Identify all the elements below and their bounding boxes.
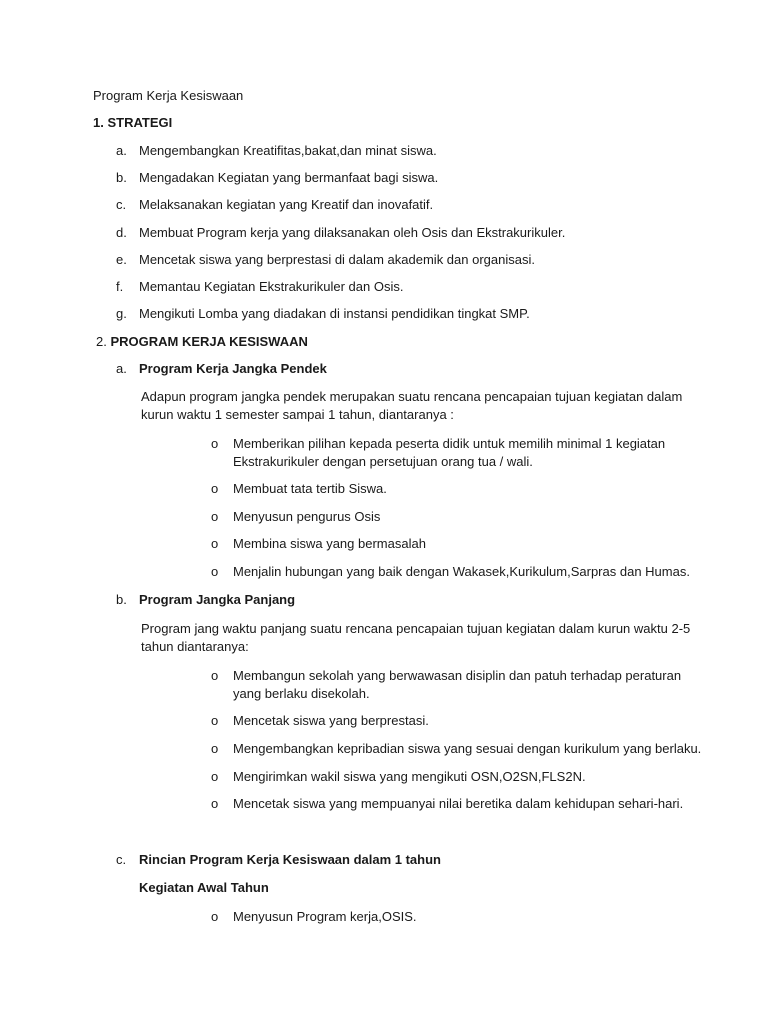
list-item: Membina siswa yang bermasalah xyxy=(233,536,426,551)
list-item: Menjalin hubungan yang baik dengan Wakasek,Kurikulum,Sarpras dan Humas. xyxy=(233,564,690,579)
list-marker: c. xyxy=(116,197,127,212)
bullet-marker: o xyxy=(211,668,219,683)
list-marker: g. xyxy=(116,306,127,321)
bullet-marker: o xyxy=(211,436,219,451)
document-title: Program Kerja Kesiswaan xyxy=(93,88,244,103)
subsection-c-subheading: Kegiatan Awal Tahun xyxy=(139,880,269,895)
list-item: Menyusun Program kerja,OSIS. xyxy=(233,909,417,924)
section-1-title: STRATEGI xyxy=(107,115,173,130)
list-item: Mengembangkan Kreatifitas,bakat,dan minat siswa. xyxy=(139,143,437,158)
bullet-marker: o xyxy=(211,481,219,496)
section-2-number: 2. xyxy=(96,334,107,349)
bullet-marker: o xyxy=(211,741,219,756)
section-2-title: PROGRAM KERJA KESISWAAN xyxy=(110,334,308,349)
section-1-number: 1. xyxy=(93,115,104,130)
subsection-a-intro: Adapun program jangka pendek merupakan suatu rencana pencapaian tujuan kegiatan dalam xyxy=(141,389,683,404)
list-item: Mengembangkan kepribadian siswa yang sesuai dengan kurikulum yang berlaku. xyxy=(233,741,702,756)
section-1-heading xyxy=(93,114,172,132)
bullet-marker: o xyxy=(211,509,219,524)
subsection-a-marker: a. xyxy=(116,361,127,376)
section-2-heading xyxy=(96,333,308,351)
list-item: Memberikan pilihan kepada peserta didik untuk memilih minimal 1 kegiatan xyxy=(233,436,666,451)
list-marker: a. xyxy=(116,143,127,158)
bullet-marker: o xyxy=(211,713,219,728)
bullet-marker: o xyxy=(211,564,219,579)
list-item: Menyusun pengurus Osis xyxy=(233,509,381,524)
list-item: yang berlaku disekolah. xyxy=(233,686,370,701)
list-item: Membangun sekolah yang berwawasan disiplin dan patuh terhadap peraturan xyxy=(233,668,682,683)
bullet-marker: o xyxy=(211,769,219,784)
subsection-c-heading: Rincian Program Kerja Kesiswaan dalam 1 tahun xyxy=(139,852,441,867)
subsection-a-intro: kurun waktu 1 semester sampai 1 tahun, diantaranya : xyxy=(141,407,454,422)
subsection-a-heading: Program Kerja Jangka Pendek xyxy=(139,361,327,376)
bullet-marker: o xyxy=(211,536,219,551)
subsection-b-intro: Program jang waktu panjang suatu rencana pencapaian tujuan kegiatan dalam kurun waktu 2-5 xyxy=(141,621,691,636)
list-item: Mengirimkan wakil siswa yang mengikuti OSN,O2SN,FLS2N. xyxy=(233,769,586,784)
list-item: Melaksanakan kegiatan yang Kreatif dan inovafatif. xyxy=(139,197,434,212)
subsection-b-intro: tahun diantaranya: xyxy=(141,639,249,654)
list-item: Mengikuti Lomba yang diadakan di instansi pendidikan tingkat SMP. xyxy=(139,306,530,321)
list-marker: f. xyxy=(116,279,124,294)
list-item: Mencetak siswa yang berprestasi di dalam akademik dan organisasi. xyxy=(139,252,535,267)
list-marker: b. xyxy=(116,170,127,185)
list-marker: d. xyxy=(116,225,127,240)
bullet-marker: o xyxy=(211,796,219,811)
list-item: Mencetak siswa yang mempuanyai nilai beretika dalam kehidupan sehari-hari. xyxy=(233,796,684,811)
subsection-c-marker: c. xyxy=(116,852,127,867)
list-item: Membuat tata tertib Siswa. xyxy=(233,481,387,496)
list-item: Membuat Program kerja yang dilaksanakan oleh Osis dan Ekstrakurikuler. xyxy=(139,225,566,240)
list-marker: e. xyxy=(116,252,127,267)
list-item: Mengadakan Kegiatan yang bermanfaat bagi siswa. xyxy=(139,170,439,185)
bullet-marker: o xyxy=(211,909,219,924)
list-item: Memantau Kegiatan Ekstrakurikuler dan Osis. xyxy=(139,279,404,294)
list-item: Mencetak siswa yang berprestasi. xyxy=(233,713,429,728)
subsection-b-marker: b. xyxy=(116,592,127,607)
list-item: Ekstrakurikuler dengan persetujuan orang tua / wali. xyxy=(233,454,533,469)
subsection-b-heading: Program Jangka Panjang xyxy=(139,592,296,607)
